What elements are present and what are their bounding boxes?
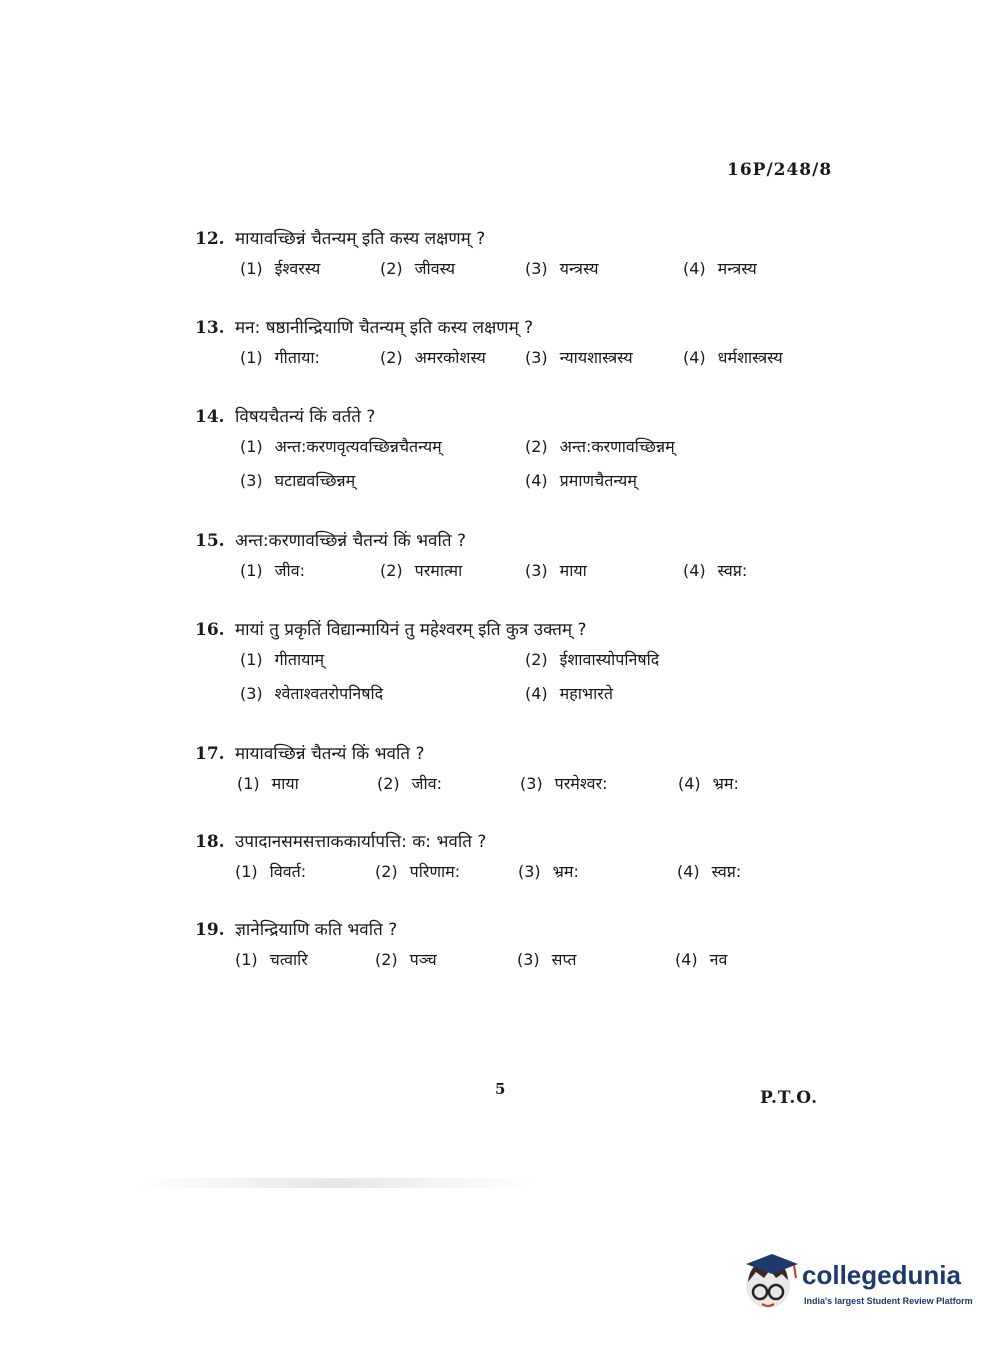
- question-18: [195, 828, 835, 890]
- option-1: (1) ईश्वरस्य: [240, 259, 321, 278]
- question-text: मन: षष्ठानीन्द्रियाणि चैतन्यम् इति कस्य लक्षणम् ?: [235, 318, 534, 338]
- question-text: मायां तु प्रकृतिं विद्यान्मायिनं तु महेश्वरम् इति कुत्र उक्तम् ?: [235, 620, 587, 640]
- scan-smudge: [135, 1178, 535, 1188]
- option-4: (4) धर्मशास्त्रस्य: [683, 348, 783, 367]
- question-number: 15.: [195, 531, 225, 551]
- question-text: उपादानसमसत्ताककार्यापत्ति: क: भवति ?: [235, 832, 487, 852]
- option-3: (3) सप्त: [517, 950, 577, 969]
- option-3: (3) माया: [525, 561, 587, 580]
- option-2: (2) परिणाम:: [375, 862, 461, 881]
- option-2: (2) अमरकोशस्य: [380, 348, 486, 367]
- question-number: 18.: [195, 832, 225, 852]
- option-3: (3) यन्त्रस्य: [525, 259, 599, 278]
- question-14: [195, 403, 835, 499]
- option-4: (4) नव: [675, 950, 728, 969]
- question-number: 12.: [195, 229, 225, 249]
- option-3: (3) घटाद्यवच्छिन्नम्: [240, 471, 356, 490]
- question-17: [195, 740, 835, 802]
- question-text: विषयचैतन्यं किं वर्तते ?: [235, 407, 376, 427]
- question-text: मायावच्छिन्नं चैतन्यं किं भवति ?: [235, 744, 425, 764]
- option-2: (2) पञ्च: [375, 950, 437, 969]
- option-1: (1) अन्त:करणवृत्यवच्छिन्नचैतन्यम्: [240, 437, 442, 456]
- option-1: (1) गीतायाम्: [240, 650, 325, 669]
- question-number: 16.: [195, 620, 225, 640]
- question-text: मायावच्छिन्नं चैतन्यम् इति कस्य लक्षणम् ?: [235, 229, 486, 249]
- option-4: (4) स्वप्न:: [683, 561, 748, 580]
- option-2: (2) परमात्मा: [380, 561, 463, 580]
- option-3: (3) भ्रम:: [518, 862, 579, 881]
- question-13: [195, 314, 835, 376]
- question-number: 14.: [195, 407, 225, 427]
- question-16: [195, 616, 835, 712]
- mascot-icon: [742, 1252, 800, 1312]
- option-4: (4) महाभारते: [525, 684, 613, 703]
- option-3: (3) परमेश्वर:: [520, 774, 608, 793]
- logo-tagline: India's largest Student Review Platform: [804, 1296, 973, 1306]
- option-3: (3) न्यायशास्त्रस्य: [525, 348, 633, 367]
- question-number: 13.: [195, 318, 225, 338]
- option-1: (1) विवर्त:: [235, 862, 307, 881]
- option-4: (4) मन्त्रस्य: [683, 259, 757, 278]
- option-1: (1) चत्वारि: [235, 950, 308, 969]
- question-number: 17.: [195, 744, 225, 764]
- option-4: (4) स्वप्न:: [677, 862, 742, 881]
- question-text: अन्त:करणावच्छिन्नं चैतन्यं किं भवति ?: [235, 531, 467, 551]
- logo-name: collegedunia: [802, 1260, 961, 1290]
- question-12: [195, 225, 835, 287]
- option-3: (3) श्वेताश्वतरोपनिषदि: [240, 684, 384, 703]
- question-number: 19.: [195, 920, 225, 940]
- question-15: [195, 527, 835, 589]
- option-4: (4) प्रमाणचैतन्यम्: [525, 471, 637, 490]
- option-1: (1) गीताया:: [240, 348, 320, 367]
- option-2: (2) अन्त:करणावच्छिन्नम्: [525, 437, 675, 456]
- option-1: (1) जीव:: [240, 561, 305, 580]
- option-2: (2) जीव:: [377, 774, 442, 793]
- page-number: 5: [495, 1080, 506, 1098]
- option-2: (2) ईशावास्योपनिषदि: [525, 650, 660, 669]
- question-19: [195, 916, 835, 978]
- paper-code: 16P/248/8: [727, 160, 833, 180]
- pto-label: P.T.O.: [760, 1088, 818, 1108]
- question-text: ज्ञानेन्द्रियाणि कति भवति ?: [235, 920, 398, 940]
- collegedunia-logo: [742, 1252, 972, 1312]
- option-2: (2) जीवस्य: [380, 259, 456, 278]
- option-4: (4) भ्रम:: [678, 774, 739, 793]
- option-1: (1) माया: [237, 774, 299, 793]
